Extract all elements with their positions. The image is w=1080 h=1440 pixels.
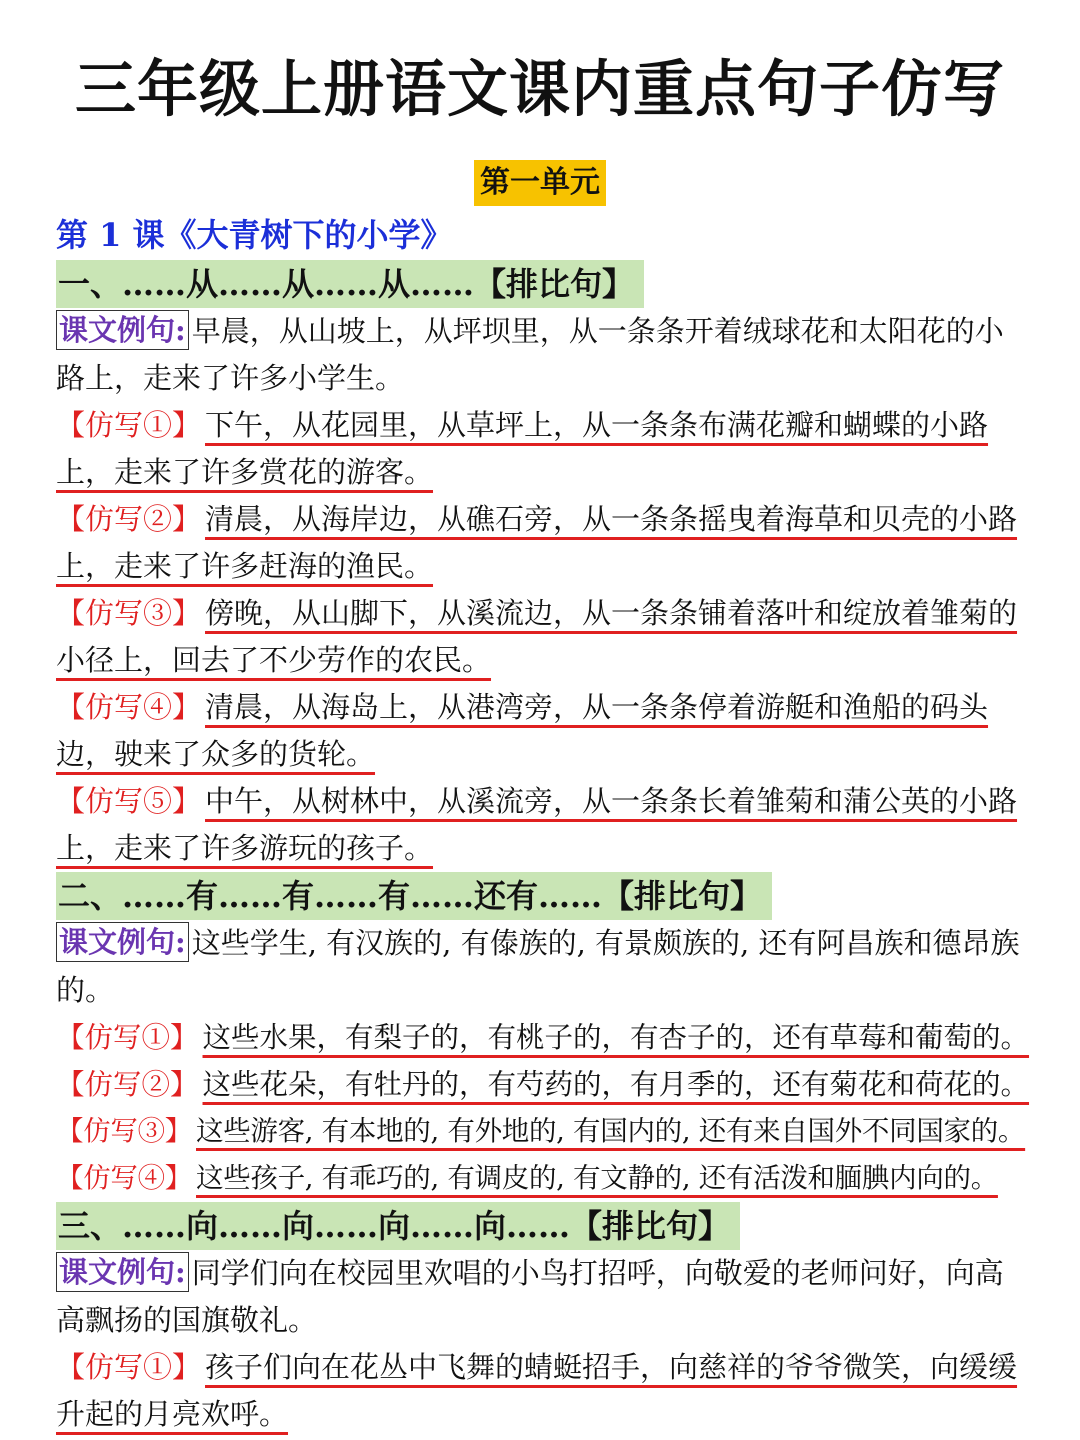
imitation-item — [56, 402, 1024, 496]
imitation-item — [56, 684, 1024, 778]
example-sentence — [56, 308, 1024, 402]
unit-heading-row — [56, 160, 1024, 206]
imitation-label: 【仿写④】 — [56, 690, 202, 724]
imitation-label: 【仿写①】 — [56, 1350, 202, 1384]
imitation-item — [56, 1344, 1024, 1438]
unit-heading: 第一单元 — [474, 160, 606, 206]
section-3 — [56, 1202, 1024, 1438]
imitation-text: 下午，从花园里，从草坪上，从一条条布满花瓣和蝴蝶的小路上，走来了许多赏花的游客。 — [56, 408, 989, 489]
imitation-text: 这些孩子, 有乖巧的, 有调皮的, 有文静的, 还有活泼和腼腆内向的。 — [196, 1162, 998, 1194]
example-text: 早晨，从山坡上，从坪坝里，从一条条开着绒球花和太阳花的小路上，走来了许多小学生。 — [56, 314, 1004, 395]
imitation-text: 这些花朵，有牡丹的，有芍药的，有月季的，还有菊花和荷花的。 — [202, 1068, 1030, 1101]
example-label: 课文例句: — [56, 310, 189, 350]
imitation-label: 【仿写③】 — [56, 1115, 192, 1147]
imitation-text: 这些游客, 有本地的, 有外地的, 有国内的, 还有来自国外不同国家的。 — [196, 1115, 1026, 1147]
section-heading: 一、……从……从……从……【排比句】 — [56, 260, 644, 308]
imitation-label: 【仿写②】 — [56, 502, 202, 536]
section-2 — [56, 872, 1030, 1202]
imitation-item — [56, 778, 1024, 872]
example-label: 课文例句: — [56, 922, 189, 962]
imitation-label: 【仿写⑤】 — [56, 784, 202, 818]
imitation-label: 【仿写④】 — [56, 1162, 192, 1194]
imitation-label: 【仿写①】 — [56, 1021, 199, 1054]
imitation-item — [56, 1155, 1024, 1202]
example-sentence — [56, 1250, 1024, 1344]
imitation-label: 【仿写②】 — [56, 1068, 199, 1101]
imitation-text: 清晨，从海岸边，从礁石旁，从一条条摇曳着海草和贝壳的小路上，走来了许多赶海的渔民。 — [56, 502, 1018, 583]
example-text: 同学们向在校园里欢唱的小鸟打招呼，向敬爱的老师问好，向高高飘扬的国旗敬礼。 — [56, 1256, 1004, 1337]
lesson-title: 第 1 课《大青树下的小学》 — [56, 216, 453, 254]
section-heading: 二、……有……有……有……还有……【排比句】 — [56, 872, 772, 920]
example-sentence — [56, 920, 1024, 1014]
imitation-item — [56, 496, 1024, 590]
imitation-text: 傍晚，从山脚下，从溪流边，从一条条铺着落叶和绽放着雏菊的小径上，回去了不少劳作的农民。 — [56, 596, 1018, 677]
imitation-item — [56, 590, 1024, 684]
page-title: 三年级上册语文课内重点句子仿写 — [74, 54, 1005, 125]
imitation-text: 孩子们向在花丛中飞舞的蜻蜓招手，向慈祥的爷爷微笑，向缓缓升起的月亮欢呼。 — [56, 1350, 1018, 1431]
example-text: 这些学生, 有汉族的, 有傣族的, 有景颇族的, 还有阿昌族和德昂族的。 — [56, 926, 1020, 1007]
imitation-label: 【仿写①】 — [56, 408, 202, 442]
imitation-text: 这些水果，有梨子的，有桃子的，有杏子的，还有草莓和葡萄的。 — [202, 1021, 1030, 1054]
example-label: 课文例句: — [56, 1252, 189, 1292]
section-heading: 三、……向……向……向……向……【排比句】 — [56, 1202, 740, 1250]
imitation-label: 【仿写③】 — [56, 596, 202, 630]
imitation-item — [56, 1014, 1030, 1061]
imitation-item — [56, 1108, 1024, 1155]
imitation-text: 清晨，从海岛上，从港湾旁，从一条条停着游艇和渔船的码头边，驶来了众多的货轮。 — [56, 690, 989, 771]
imitation-text: 中午，从树林中，从溪流旁，从一条条长着雏菊和蒲公英的小路上，走来了许多游玩的孩子。 — [56, 784, 1018, 865]
section-1 — [56, 260, 1024, 872]
imitation-item — [56, 1061, 1030, 1108]
